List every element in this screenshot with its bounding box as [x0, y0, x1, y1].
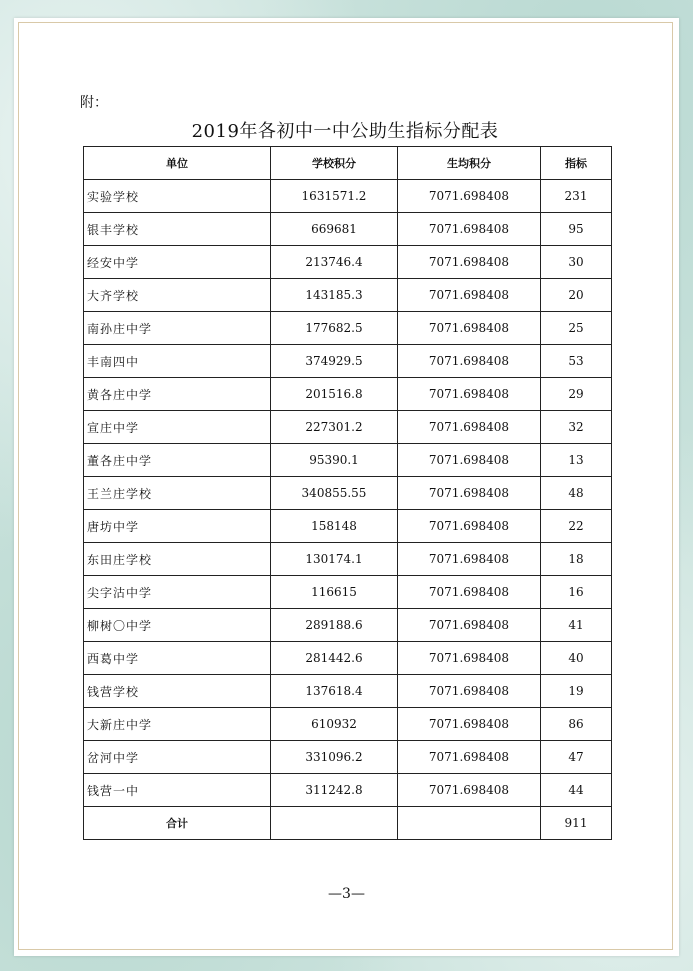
cell-unit: 大新庄中学	[84, 708, 271, 741]
cell-school-score: 137618.4	[271, 675, 398, 708]
cell-school-score: 130174.1	[271, 543, 398, 576]
cell-school-score: 610932	[271, 708, 398, 741]
table-row	[84, 675, 612, 708]
header-per-student-score: 生均积分	[398, 147, 541, 180]
cell-per-student-score: 7071.698408	[398, 411, 541, 444]
table-row	[84, 477, 612, 510]
allocation-table	[83, 146, 612, 840]
cell-quota: 40	[541, 642, 612, 675]
cell-school-score: 311242.8	[271, 774, 398, 807]
cell-per-student-score: 7071.698408	[398, 741, 541, 774]
table-row	[84, 741, 612, 774]
table-row	[84, 246, 612, 279]
cell-per-student-score: 7071.698408	[398, 543, 541, 576]
cell-per-student-score: 7071.698408	[398, 444, 541, 477]
cell-quota: 13	[541, 444, 612, 477]
cell-per-student-score: 7071.698408	[398, 477, 541, 510]
cell-per-student-score: 7071.698408	[398, 345, 541, 378]
cell-unit: 经安中学	[84, 246, 271, 279]
cell-per-student-score: 7071.698408	[398, 510, 541, 543]
header-quota: 指标	[541, 147, 612, 180]
cell-unit: 唐坊中学	[84, 510, 271, 543]
table-row	[84, 609, 612, 642]
page-number: —3—	[328, 886, 365, 902]
table-row	[84, 411, 612, 444]
cell-quota: 18	[541, 543, 612, 576]
cell-per-student-score: 7071.698408	[398, 774, 541, 807]
table-body	[84, 180, 612, 807]
table-row	[84, 576, 612, 609]
cell-per-student-score: 7071.698408	[398, 576, 541, 609]
table-row	[84, 378, 612, 411]
cell-per-student-score: 7071.698408	[398, 279, 541, 312]
total-row	[84, 807, 612, 840]
cell-per-student-score: 7071.698408	[398, 378, 541, 411]
table-row	[84, 345, 612, 378]
cell-quota: 20	[541, 279, 612, 312]
cell-unit: 董各庄中学	[84, 444, 271, 477]
cell-quota: 22	[541, 510, 612, 543]
table-header-row	[84, 147, 612, 180]
table-row	[84, 774, 612, 807]
table-row	[84, 543, 612, 576]
cell-school-score: 213746.4	[271, 246, 398, 279]
cell-school-score: 374929.5	[271, 345, 398, 378]
cell-unit: 实验学校	[84, 180, 271, 213]
cell-unit: 钱营一中	[84, 774, 271, 807]
total-quota: 911	[541, 807, 612, 840]
cell-unit: 王兰庄学校	[84, 477, 271, 510]
cell-school-score: 177682.5	[271, 312, 398, 345]
cell-quota: 86	[541, 708, 612, 741]
cell-quota: 32	[541, 411, 612, 444]
total-school-score	[271, 807, 398, 840]
cell-unit: 黄各庄中学	[84, 378, 271, 411]
cell-per-student-score: 7071.698408	[398, 609, 541, 642]
cell-quota: 44	[541, 774, 612, 807]
cell-unit: 宣庄中学	[84, 411, 271, 444]
cell-quota: 29	[541, 378, 612, 411]
cell-unit: 丰南四中	[84, 345, 271, 378]
header-school-score: 学校积分	[271, 147, 398, 180]
cell-school-score: 1631571.2	[271, 180, 398, 213]
cell-per-student-score: 7071.698408	[398, 312, 541, 345]
table-row	[84, 180, 612, 213]
total-label: 合计	[84, 807, 271, 840]
cell-unit: 柳树〇中学	[84, 609, 271, 642]
cell-per-student-score: 7071.698408	[398, 246, 541, 279]
cell-school-score: 116615	[271, 576, 398, 609]
cell-per-student-score: 7071.698408	[398, 213, 541, 246]
cell-school-score: 227301.2	[271, 411, 398, 444]
header-unit: 单位	[84, 147, 271, 180]
cell-school-score: 95390.1	[271, 444, 398, 477]
cell-quota: 41	[541, 609, 612, 642]
cell-quota: 19	[541, 675, 612, 708]
cell-school-score: 669681	[271, 213, 398, 246]
cell-school-score: 289188.6	[271, 609, 398, 642]
cell-unit: 南孙庄中学	[84, 312, 271, 345]
cell-quota: 95	[541, 213, 612, 246]
cell-per-student-score: 7071.698408	[398, 180, 541, 213]
cell-quota: 231	[541, 180, 612, 213]
cell-per-student-score: 7071.698408	[398, 642, 541, 675]
cell-quota: 47	[541, 741, 612, 774]
table-row	[84, 312, 612, 345]
table-row	[84, 708, 612, 741]
cell-school-score: 201516.8	[271, 378, 398, 411]
table-row	[84, 213, 612, 246]
cell-school-score: 143185.3	[271, 279, 398, 312]
cell-quota: 25	[541, 312, 612, 345]
table-row	[84, 510, 612, 543]
attachment-label: 附：	[80, 95, 108, 111]
cell-unit: 尖字沽中学	[84, 576, 271, 609]
cell-school-score: 281442.6	[271, 642, 398, 675]
table-row	[84, 642, 612, 675]
cell-quota: 16	[541, 576, 612, 609]
cell-unit: 东田庄学校	[84, 543, 271, 576]
document-title: 2019年各初中一中公助生指标分配表	[191, 121, 499, 142]
cell-unit: 钱营学校	[84, 675, 271, 708]
cell-per-student-score: 7071.698408	[398, 675, 541, 708]
cell-unit: 大齐学校	[84, 279, 271, 312]
cell-school-score: 158148	[271, 510, 398, 543]
cell-unit: 银丰学校	[84, 213, 271, 246]
cell-school-score: 340855.55	[271, 477, 398, 510]
table-row	[84, 444, 612, 477]
cell-quota: 53	[541, 345, 612, 378]
cell-unit: 岔河中学	[84, 741, 271, 774]
cell-quota: 30	[541, 246, 612, 279]
cell-quota: 48	[541, 477, 612, 510]
total-per-student-score	[398, 807, 541, 840]
cell-per-student-score: 7071.698408	[398, 708, 541, 741]
table-row	[84, 279, 612, 312]
cell-school-score: 331096.2	[271, 741, 398, 774]
cell-unit: 西葛中学	[84, 642, 271, 675]
